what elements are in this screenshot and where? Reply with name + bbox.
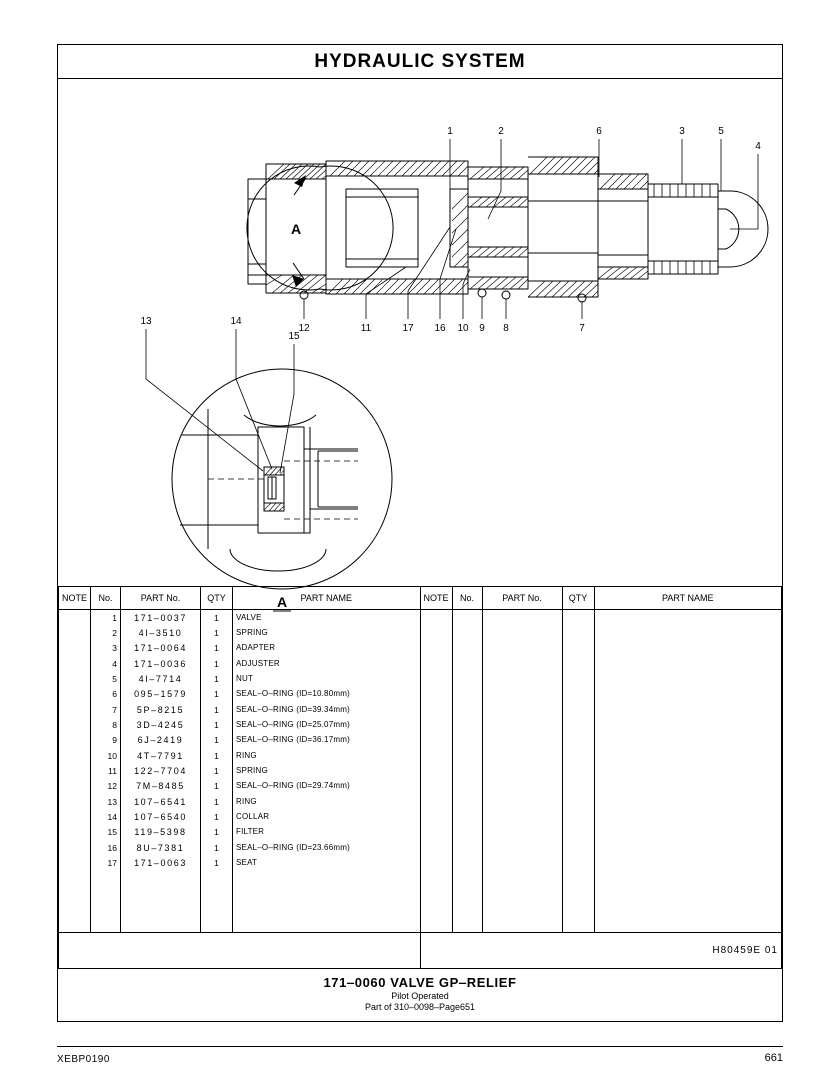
cell-qty-right — [562, 917, 594, 933]
cell-no-right — [452, 825, 482, 840]
cell-note-right — [420, 886, 452, 901]
cell-note — [59, 671, 91, 686]
cell-note — [59, 917, 91, 933]
cell-qty-right — [562, 625, 594, 640]
th-note-right: NOTE — [420, 587, 452, 610]
cell-part-name: SEAT — [233, 856, 421, 871]
cell-qty-right — [562, 871, 594, 886]
cell-part-name-right — [594, 763, 782, 778]
cell-note-right — [420, 902, 452, 917]
cell-part-number: 3D‒4245 — [121, 717, 201, 732]
cell-part-name: SEAL‒O‒RING (ID=36.17mm) — [233, 733, 421, 748]
cell-part-name: FILTER — [233, 825, 421, 840]
cell-note — [59, 871, 91, 886]
callout-17: 17 — [402, 323, 414, 334]
cell-no-right — [452, 671, 482, 686]
cell-no-right — [452, 687, 482, 702]
cell-part-number: 8U‒7381 — [121, 840, 201, 855]
cell-no-right — [452, 902, 482, 917]
cell-qty: 1 — [201, 702, 233, 717]
cell-part-name — [233, 917, 421, 933]
cell-note — [59, 794, 91, 809]
cell-note — [59, 625, 91, 640]
cell-note — [59, 717, 91, 732]
footer-page-number: 661 — [764, 1052, 783, 1064]
cell-part-number-right — [482, 779, 562, 794]
cell-part-number-right — [482, 825, 562, 840]
cell-part-name: SEAL‒O‒RING (ID=23.66mm) — [233, 840, 421, 855]
callout-5: 5 — [718, 126, 724, 137]
cell-part-number: 095‒1579 — [121, 687, 201, 702]
cell-qty: 1 — [201, 748, 233, 763]
drawing-code-row — [59, 933, 782, 969]
cell-note — [59, 840, 91, 855]
cell-note-right — [420, 825, 452, 840]
cell-note-right — [420, 856, 452, 871]
callout-10: 10 — [457, 323, 469, 334]
cell-part-name-right — [594, 641, 782, 656]
cell-part-number-right — [482, 856, 562, 871]
cell-qty-right — [562, 687, 594, 702]
cell-no: 10 — [91, 748, 121, 763]
cell-note-right — [420, 748, 452, 763]
cell-note — [59, 810, 91, 825]
cell-qty-right — [562, 671, 594, 686]
th-qty-left: QTY — [201, 587, 233, 610]
cell-part-number: 107‒6541 — [121, 794, 201, 809]
cell-qty-right — [562, 641, 594, 656]
cell-part-number-right — [482, 748, 562, 763]
cell-part-number-right — [482, 641, 562, 656]
cell-part-number-right — [482, 763, 562, 778]
footer-divider — [57, 1046, 783, 1047]
cell-part-number — [121, 871, 201, 886]
cell-qty: 1 — [201, 763, 233, 778]
cell-part-number — [121, 917, 201, 933]
cell-part-name-right — [594, 917, 782, 933]
cell-part-number-right — [482, 886, 562, 901]
cell-no — [91, 917, 121, 933]
parts-table — [58, 587, 782, 969]
cell-note — [59, 856, 91, 871]
cell-note — [59, 641, 91, 656]
cell-qty-right — [562, 610, 594, 626]
cell-part-name: RING — [233, 794, 421, 809]
cell-note — [59, 656, 91, 671]
table-row — [59, 856, 782, 871]
cell-qty-right — [562, 656, 594, 671]
cell-note-right — [420, 763, 452, 778]
cell-qty-right — [562, 779, 594, 794]
cell-no-right — [452, 810, 482, 825]
cell-qty: 1 — [201, 687, 233, 702]
cell-note-right — [420, 794, 452, 809]
cell-note — [59, 687, 91, 702]
cell-part-name — [233, 871, 421, 886]
cell-part-name: NUT — [233, 671, 421, 686]
cell-part-name: SPRING — [233, 625, 421, 640]
cell-part-number: 6J‒2419 — [121, 733, 201, 748]
cell-part-number-right — [482, 871, 562, 886]
table-row — [59, 748, 782, 763]
cell-qty-right — [562, 902, 594, 917]
table-row — [59, 610, 782, 626]
cell-part-name-right — [594, 810, 782, 825]
cell-part-name: VALVE — [233, 610, 421, 626]
table-row — [59, 671, 782, 686]
cell-qty-right — [562, 856, 594, 871]
cell-note — [59, 825, 91, 840]
cell-no-right — [452, 917, 482, 933]
cell-part-name-right — [594, 902, 782, 917]
drawing-code-blank — [59, 933, 421, 969]
cell-part-name-right — [594, 625, 782, 640]
table-row — [59, 794, 782, 809]
cell-part-number: 4I‒3510 — [121, 625, 201, 640]
table-row — [59, 656, 782, 671]
cell-part-name-right — [594, 871, 782, 886]
cell-qty: 1 — [201, 856, 233, 871]
cell-no-right — [452, 733, 482, 748]
callout-12: 12 — [298, 323, 310, 334]
cell-note-right — [420, 610, 452, 626]
cell-no-right — [452, 840, 482, 855]
th-partno-right: PART No. — [482, 587, 562, 610]
parts-table-body — [59, 610, 782, 969]
cell-note-right — [420, 702, 452, 717]
table-row — [59, 902, 782, 917]
page-title-bar — [58, 45, 782, 79]
cell-no — [91, 886, 121, 901]
cell-no — [91, 902, 121, 917]
cell-qty: 1 — [201, 840, 233, 855]
table-row — [59, 917, 782, 933]
cell-note-right — [420, 779, 452, 794]
th-partname-right: PART NAME — [594, 587, 782, 610]
cell-qty-right — [562, 825, 594, 840]
cell-part-number: 171‒0063 — [121, 856, 201, 871]
table-row — [59, 840, 782, 855]
page-title: HYDRAULIC SYSTEM — [314, 50, 526, 72]
cell-qty-right — [562, 733, 594, 748]
cell-no: 7 — [91, 702, 121, 717]
cell-qty-right — [562, 702, 594, 717]
cell-no: 16 — [91, 840, 121, 855]
cell-qty-right — [562, 886, 594, 901]
cell-part-name-right — [594, 748, 782, 763]
cell-part-number: 171‒0064 — [121, 641, 201, 656]
cell-part-name: SEAL‒O‒RING (ID=25.07mm) — [233, 717, 421, 732]
cell-part-name: COLLAR — [233, 810, 421, 825]
cell-part-name-right — [594, 856, 782, 871]
callout-3: 3 — [679, 126, 685, 137]
cell-part-number-right — [482, 625, 562, 640]
cell-part-number-right — [482, 840, 562, 855]
cell-qty: 1 — [201, 794, 233, 809]
cell-part-number-right — [482, 610, 562, 626]
cell-part-number: 4I‒7714 — [121, 671, 201, 686]
table-row — [59, 641, 782, 656]
figure-caption — [58, 975, 782, 1012]
cell-part-name-right — [594, 656, 782, 671]
cell-no: 8 — [91, 717, 121, 732]
document-frame — [57, 44, 783, 1022]
drawing-code: H80459E 01 — [420, 933, 782, 969]
table-row — [59, 825, 782, 840]
cell-note-right — [420, 810, 452, 825]
cell-part-number-right — [482, 794, 562, 809]
cell-qty-right — [562, 763, 594, 778]
callout-14: 14 — [230, 316, 242, 327]
cell-note-right — [420, 917, 452, 933]
callout-1: 1 — [447, 126, 453, 137]
cell-part-number-right — [482, 702, 562, 717]
cell-qty: 1 — [201, 733, 233, 748]
cell-part-number-right — [482, 717, 562, 732]
cell-no-right — [452, 625, 482, 640]
cell-note-right — [420, 656, 452, 671]
cell-no-right — [452, 794, 482, 809]
th-partname-left: PART NAME — [233, 587, 421, 610]
footer-document-code: XEBP0190 — [57, 1054, 110, 1065]
cell-part-name: SEAL‒O‒RING (ID=29.74mm) — [233, 779, 421, 794]
cell-part-name: SEAL‒O‒RING (ID=39.34mm) — [233, 702, 421, 717]
cell-part-name-right — [594, 825, 782, 840]
cell-no-right — [452, 610, 482, 626]
cell-no-right — [452, 763, 482, 778]
cell-qty-right — [562, 717, 594, 732]
cell-part-number: 171‒0036 — [121, 656, 201, 671]
cell-part-number-right — [482, 917, 562, 933]
callout-6: 6 — [596, 126, 602, 137]
cell-qty: 1 — [201, 825, 233, 840]
cell-part-name-right — [594, 779, 782, 794]
cell-qty: 1 — [201, 717, 233, 732]
cell-no-right — [452, 856, 482, 871]
th-no-right: No. — [452, 587, 482, 610]
cell-part-number — [121, 902, 201, 917]
callout-16: 16 — [434, 323, 446, 334]
cell-part-name-right — [594, 687, 782, 702]
cell-part-number-right — [482, 810, 562, 825]
cell-note-right — [420, 687, 452, 702]
cell-no: 9 — [91, 733, 121, 748]
callout-8: 8 — [503, 323, 509, 334]
cell-part-name-right — [594, 671, 782, 686]
caption-line-3: Part of 310‒0098‒Page651 — [364, 1002, 476, 1012]
cell-no-right — [452, 871, 482, 886]
cell-part-number-right — [482, 733, 562, 748]
cell-qty: 1 — [201, 625, 233, 640]
cell-no: 15 — [91, 825, 121, 840]
cell-no-right — [452, 656, 482, 671]
cell-no-right — [452, 702, 482, 717]
cell-part-number: 122‒7704 — [121, 763, 201, 778]
cell-no-right — [452, 779, 482, 794]
cell-no: 3 — [91, 641, 121, 656]
cell-note-right — [420, 733, 452, 748]
cell-qty: 1 — [201, 656, 233, 671]
cell-no: 11 — [91, 763, 121, 778]
cell-no: 1 — [91, 610, 121, 626]
table-row — [59, 779, 782, 794]
callout-11: 11 — [360, 323, 372, 334]
cell-note — [59, 763, 91, 778]
cell-part-number: 119‒5398 — [121, 825, 201, 840]
cell-no: 14 — [91, 810, 121, 825]
cell-part-number-right — [482, 902, 562, 917]
cell-note — [59, 702, 91, 717]
cell-no-right — [452, 748, 482, 763]
cell-note — [59, 610, 91, 626]
cell-qty-right — [562, 748, 594, 763]
cell-note-right — [420, 671, 452, 686]
cell-part-number-right — [482, 656, 562, 671]
cell-note — [59, 886, 91, 901]
cell-part-name: SPRING — [233, 763, 421, 778]
cell-note — [59, 779, 91, 794]
callout-4: 4 — [755, 141, 761, 152]
cell-note-right — [420, 641, 452, 656]
cell-note-right — [420, 871, 452, 886]
cell-part-name-right — [594, 733, 782, 748]
cell-part-number-right — [482, 671, 562, 686]
cell-qty: 1 — [201, 641, 233, 656]
cell-no: 4 — [91, 656, 121, 671]
cell-part-name: SEAL‒O‒RING (ID=10.80mm) — [233, 687, 421, 702]
cell-part-number: 171‒0037 — [121, 610, 201, 626]
cell-note — [59, 902, 91, 917]
cell-qty — [201, 871, 233, 886]
th-qty-right: QTY — [562, 587, 594, 610]
cell-note-right — [420, 840, 452, 855]
table-row — [59, 871, 782, 886]
cell-no-right — [452, 717, 482, 732]
cell-qty-right — [562, 840, 594, 855]
cell-qty — [201, 886, 233, 901]
caption-line-1: 171‒0060 VALVE GP‒RELIEF — [323, 975, 517, 990]
cell-note-right — [420, 625, 452, 640]
cell-part-number: 5P‒8215 — [121, 702, 201, 717]
cell-part-name-right — [594, 702, 782, 717]
callout-13: 13 — [140, 316, 152, 327]
cell-no — [91, 871, 121, 886]
section-letter-a: A — [290, 221, 302, 237]
cell-part-name — [233, 902, 421, 917]
cell-qty — [201, 902, 233, 917]
th-note-left: NOTE — [59, 587, 91, 610]
callout-7: 7 — [579, 323, 585, 334]
callout-2: 2 — [498, 126, 504, 137]
table-row — [59, 810, 782, 825]
table-row — [59, 702, 782, 717]
cell-note-right — [420, 717, 452, 732]
cell-no: 2 — [91, 625, 121, 640]
cell-qty: 1 — [201, 810, 233, 825]
cell-part-number-right — [482, 687, 562, 702]
callout-9: 9 — [479, 323, 485, 334]
cell-qty: 1 — [201, 779, 233, 794]
cell-no: 6 — [91, 687, 121, 702]
cell-no: 5 — [91, 671, 121, 686]
cell-no-right — [452, 641, 482, 656]
detail-caption-a: A — [276, 594, 288, 610]
cell-part-number — [121, 886, 201, 901]
cell-part-name-right — [594, 840, 782, 855]
caption-line-2: Pilot Operated — [391, 991, 449, 1001]
cell-part-name — [233, 886, 421, 901]
cell-no: 17 — [91, 856, 121, 871]
cell-part-number: 7M‒8485 — [121, 779, 201, 794]
cell-qty-right — [562, 794, 594, 809]
cell-no: 13 — [91, 794, 121, 809]
table-row — [59, 717, 782, 732]
cell-part-name: ADAPTER — [233, 641, 421, 656]
cell-part-number: 107‒6540 — [121, 810, 201, 825]
cell-qty-right — [562, 810, 594, 825]
cell-part-name: ADJUSTER — [233, 656, 421, 671]
cell-part-name-right — [594, 886, 782, 901]
table-row — [59, 687, 782, 702]
table-row — [59, 733, 782, 748]
cell-part-number: 4T‒7791 — [121, 748, 201, 763]
cell-qty: 1 — [201, 671, 233, 686]
cell-no: 12 — [91, 779, 121, 794]
cell-part-name-right — [594, 794, 782, 809]
table-row — [59, 625, 782, 640]
table-row — [59, 886, 782, 901]
th-no-left: No. — [91, 587, 121, 610]
cell-note — [59, 748, 91, 763]
cell-qty — [201, 917, 233, 933]
cell-part-name: RING — [233, 748, 421, 763]
cell-part-name-right — [594, 717, 782, 732]
callout-15: 15 — [288, 331, 300, 342]
th-partno-left: PART No. — [121, 587, 201, 610]
cell-part-name-right — [594, 610, 782, 626]
cell-no-right — [452, 886, 482, 901]
table-row — [59, 763, 782, 778]
cell-note — [59, 733, 91, 748]
cell-qty: 1 — [201, 610, 233, 626]
